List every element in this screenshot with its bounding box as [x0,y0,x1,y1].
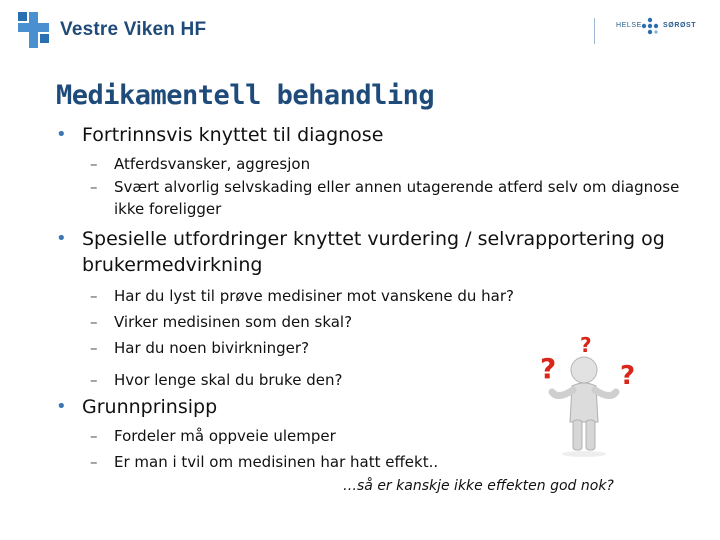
sub-bullet-text: Hvor lenge skal du bruke den? [114,371,343,389]
confused-person-icon [532,330,642,460]
closing-remark: …så er kanskje ikke effekten god nok? [343,478,614,494]
logo-divider [594,18,595,44]
dash-icon: – [90,178,98,196]
sub-bullet-text: Fordeler må oppveie ulemper [114,427,336,445]
sub-bullet-item [56,176,696,220]
dash-icon: – [90,287,98,305]
slide-title: Medikamentell behandling [56,80,435,111]
dash-icon: – [90,339,98,357]
sub-bullet-text: Har du lyst til prøve medisiner mot vanskene du har? [114,287,514,305]
svg-text:?: ? [620,361,636,391]
sub-bullet-text: Atferdsvansker, aggresjon [114,155,311,173]
bullet-text: Fortrinnsvis knyttet til diagnose [82,124,384,146]
svg-text:?: ? [580,333,592,357]
dash-icon: – [90,155,98,173]
sub-bullet-text: Virker medisinen som den skal? [114,313,353,331]
bullet-text: Grunnprinsipp [82,396,218,418]
helse-sorost-dots-icon [639,16,661,38]
dash-icon: – [90,427,98,445]
sub-bullet-item [56,284,696,308]
sub-bullet-text: Har du noen bivirkninger? [114,339,310,357]
bullet-icon: • [56,124,67,145]
bullet-item [56,226,696,278]
partner-logo-right-text: SØRØST [663,22,697,29]
sub-bullet-item [56,152,696,176]
sub-bullet-text: Svært alvorlig selvskading eller annen utagerende atferd selv om diagnose ikke foreligger [114,178,680,218]
sub-bullet-text: Er man i tvil om medisinen har hatt effekt.. [114,453,439,471]
cross-icon [18,12,52,48]
dash-icon: – [90,453,98,471]
dash-icon: – [90,371,98,389]
bullet-item [56,122,696,148]
slide-header [0,0,720,62]
org-name: Vestre Viken HF [60,19,207,40]
bullet-icon: • [56,228,67,249]
vestre-viken-logo [18,12,206,48]
dash-icon: – [90,313,98,331]
partner-logo-left-text: HELSE [616,22,642,29]
bullet-icon: • [56,396,67,417]
bullet-text: Spesielle utfordringer knyttet vurdering / selvrapportering og brukermedvirkning [82,228,665,276]
svg-text:?: ? [540,352,557,385]
